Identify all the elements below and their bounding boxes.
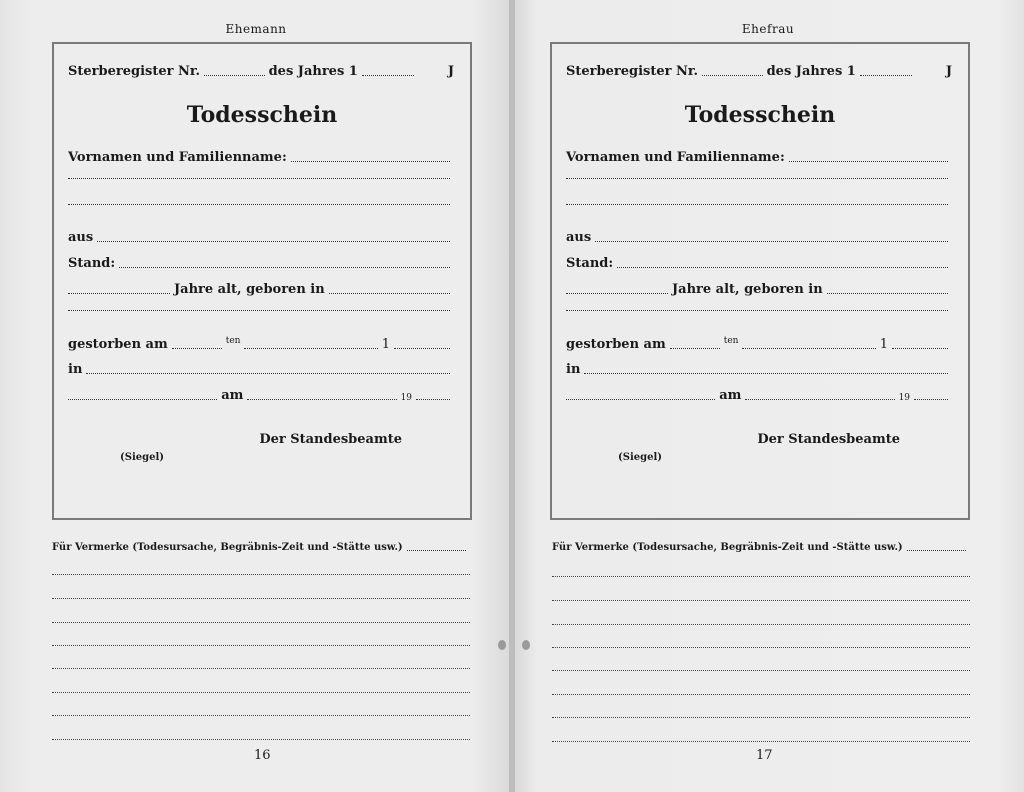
notes-line[interactable] (552, 741, 970, 742)
from-row (566, 230, 952, 245)
status-field[interactable] (119, 267, 450, 268)
notes-line[interactable] (552, 600, 970, 601)
ten-label: ten (723, 336, 739, 346)
century-label: 1 (879, 337, 888, 352)
year-field[interactable] (860, 75, 912, 76)
name-row (566, 150, 952, 165)
from-row (68, 230, 454, 245)
name-continuation-row-2 (68, 204, 454, 208)
from-field[interactable] (595, 241, 948, 242)
notes-line[interactable] (552, 717, 970, 718)
died-day-field[interactable] (670, 348, 720, 349)
am-label: am (221, 388, 244, 403)
issue-place-field[interactable] (566, 399, 715, 400)
age-field[interactable] (566, 293, 668, 294)
death-certificate-form (52, 42, 472, 520)
age-row (68, 282, 454, 297)
ten-label: ten (225, 336, 241, 346)
notes-field[interactable] (407, 550, 466, 551)
registrar-signature-label: Der Standesbeamte (757, 432, 900, 447)
name-field-line-3[interactable] (68, 204, 450, 205)
died-label: gestorben am (68, 337, 168, 352)
notes-label: Für Vermerke (Todesursache, Begräbnis-Zeit und -Stätte usw.) (52, 542, 403, 553)
death-certificate-form (550, 42, 970, 520)
died-day-field[interactable] (172, 348, 222, 349)
right-page (512, 0, 1024, 792)
notes-label: Für Vermerke (Todesursache, Begräbnis-Zeit und -Stätte usw.) (552, 542, 903, 553)
age-row (566, 282, 952, 297)
from-label: aus (68, 230, 94, 245)
seal-label: (Siegel) (618, 452, 662, 463)
notes-line[interactable] (52, 668, 470, 669)
notes-row (52, 542, 470, 553)
death-place-field[interactable] (86, 373, 450, 374)
birthplace-continuation-row (566, 310, 952, 314)
age-field[interactable] (68, 293, 170, 294)
status-row (566, 256, 952, 271)
issue-place-field[interactable] (68, 399, 217, 400)
status-label: Stand: (68, 256, 116, 271)
name-continuation-row-2 (566, 204, 952, 208)
form-title: Todesschein (684, 102, 836, 128)
register-number-field[interactable] (702, 75, 763, 76)
in-label: in (68, 362, 83, 377)
died-row (68, 336, 454, 352)
page-number: 16 (254, 748, 271, 763)
in-row (68, 362, 454, 377)
am-label: am (719, 388, 742, 403)
birthplace-continuation-row (68, 310, 454, 314)
issue-date-field[interactable] (745, 399, 894, 400)
issue-date-field[interactable] (247, 399, 396, 400)
in-row (566, 362, 952, 377)
notes-line[interactable] (552, 694, 970, 695)
notes-line[interactable] (552, 670, 970, 671)
notes-line[interactable] (52, 715, 470, 716)
died-label: gestorben am (566, 337, 666, 352)
name-field-line-2[interactable] (566, 178, 948, 179)
name-field-line-2[interactable] (68, 178, 450, 179)
notes-line[interactable] (52, 574, 470, 575)
status-label: Stand: (566, 256, 614, 271)
register-number-field[interactable] (204, 75, 265, 76)
from-field[interactable] (97, 241, 450, 242)
notes-line[interactable] (52, 598, 470, 599)
from-label: aus (566, 230, 592, 245)
date-row (68, 388, 454, 403)
died-row (566, 336, 952, 352)
nineteen-label: 19 (400, 393, 413, 403)
died-year-field[interactable] (892, 348, 948, 349)
status-field[interactable] (617, 267, 948, 268)
date-row (566, 388, 952, 403)
died-month-field[interactable] (244, 348, 377, 349)
notes-line[interactable] (52, 645, 470, 646)
notes-line[interactable] (552, 624, 970, 625)
year-suffix: J (447, 64, 454, 79)
notes-line[interactable] (52, 622, 470, 623)
register-label: Sterberegister Nr. (566, 64, 699, 79)
death-place-field[interactable] (584, 373, 948, 374)
notes-row (552, 542, 970, 553)
notes-field[interactable] (907, 550, 966, 551)
year-label: des Jahres 1 (268, 64, 358, 79)
name-row (68, 150, 454, 165)
year-suffix: J (945, 64, 952, 79)
name-field-line-3[interactable] (566, 204, 948, 205)
status-row (68, 256, 454, 271)
ink-smudge (522, 640, 530, 650)
name-field[interactable] (789, 161, 948, 162)
died-year-field[interactable] (394, 348, 450, 349)
age-label: Jahre alt, geboren in (672, 282, 823, 297)
name-continuation-row-1 (68, 178, 454, 182)
notes-line[interactable] (52, 692, 470, 693)
form-title: Todesschein (186, 102, 338, 128)
in-label: in (566, 362, 581, 377)
register-row (68, 64, 454, 79)
notes-line[interactable] (52, 739, 470, 740)
died-month-field[interactable] (742, 348, 875, 349)
issue-year-field[interactable] (416, 399, 450, 400)
ink-smudge (498, 640, 506, 650)
notes-line[interactable] (552, 576, 970, 577)
issue-year-field[interactable] (914, 399, 948, 400)
birthplace-field-line-2[interactable] (566, 310, 948, 311)
age-label: Jahre alt, geboren in (174, 282, 325, 297)
book-spine (509, 0, 515, 792)
name-label: Vornamen und Familienname: (68, 150, 287, 165)
year-label: des Jahres 1 (766, 64, 856, 79)
page-header: Ehemann (225, 22, 287, 36)
notes-line[interactable] (552, 647, 970, 648)
register-label: Sterberegister Nr. (68, 64, 201, 79)
century-label: 1 (381, 337, 390, 352)
birthplace-field-line-2[interactable] (68, 310, 450, 311)
seal-label: (Siegel) (120, 452, 164, 463)
year-field[interactable] (362, 75, 414, 76)
registrar-signature-label: Der Standesbeamte (259, 432, 402, 447)
birthplace-field[interactable] (827, 293, 948, 294)
birthplace-field[interactable] (329, 293, 450, 294)
page-header: Ehefrau (741, 22, 795, 36)
nineteen-label: 19 (898, 393, 911, 403)
register-row (566, 64, 952, 79)
page-number: 17 (756, 748, 773, 763)
name-field[interactable] (291, 161, 450, 162)
name-continuation-row-1 (566, 178, 952, 182)
name-label: Vornamen und Familienname: (566, 150, 785, 165)
